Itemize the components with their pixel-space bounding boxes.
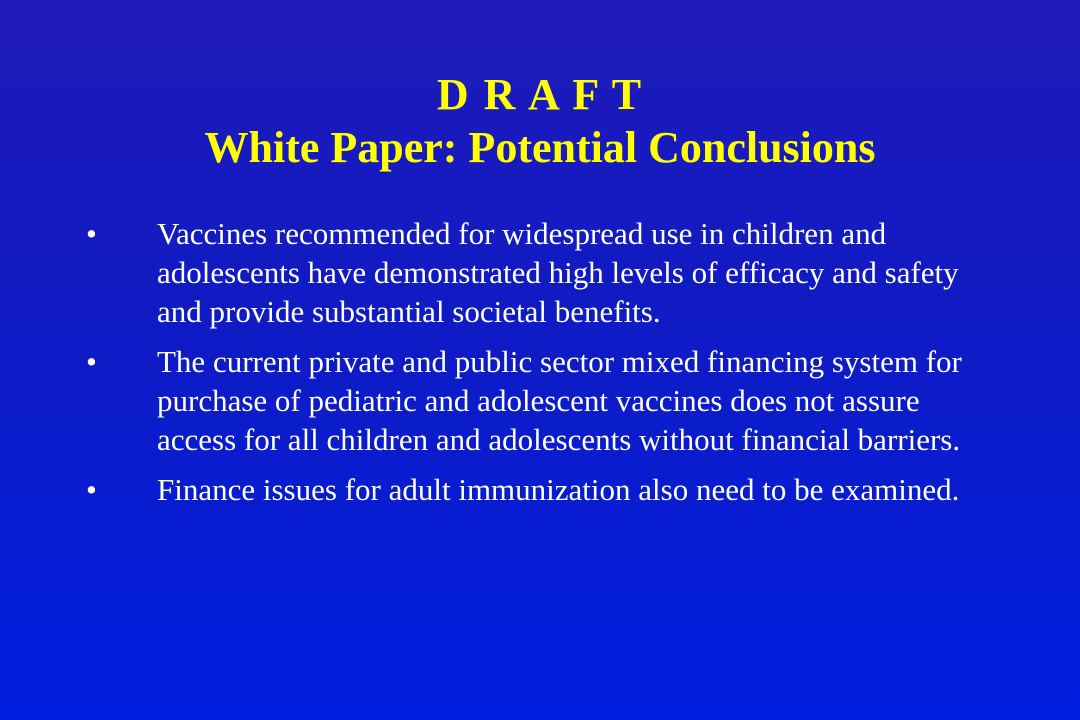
bullet-list	[86, 214, 986, 520]
bullet-dot-icon: •	[86, 472, 97, 507]
bullet-text: The current private and public sector mixed financing system for purchase of pediatric and adolescent vaccines does not assure access for all children and adolescents without financial barriers.	[157, 344, 962, 457]
bullet-dot-icon: •	[86, 344, 97, 379]
bullet-item	[86, 214, 986, 331]
bullet-item	[86, 342, 986, 459]
bullet-item	[86, 470, 986, 509]
bullet-text: Finance issues for adult immunization also need to be examined.	[157, 472, 960, 507]
slide-title	[0, 68, 1080, 174]
bullet-text: Vaccines recommended for widespread use in children and adolescents have demonstrated high levels of efficacy and safety and provide substantial societal benefits.	[157, 216, 959, 329]
title-draft: D R A F T	[436, 70, 644, 119]
bullet-dot-icon: •	[86, 216, 97, 251]
title-white-paper: White Paper: Potential Conclusions	[204, 123, 876, 172]
